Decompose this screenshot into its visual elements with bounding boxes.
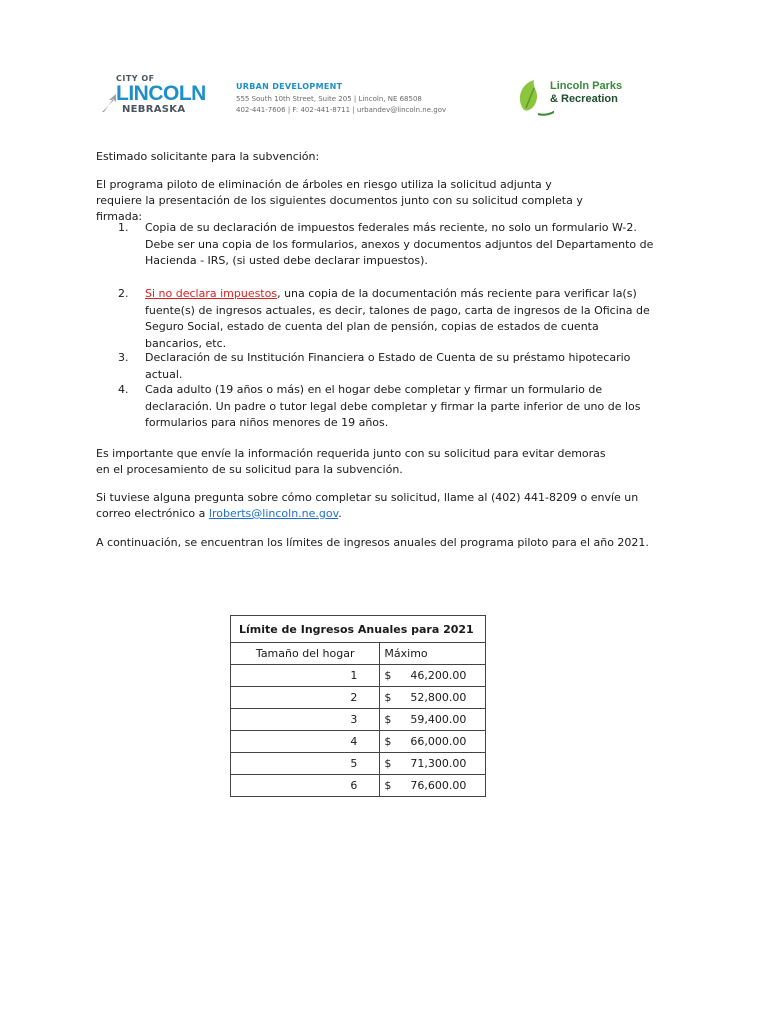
intro-paragraph: El programa piloto de eliminación de árboles en riesgo utiliza la solicitud adjunta y requiere la presentación de los siguientes documentos junto con su solicitud completa y firmada:	[96, 178, 583, 223]
income-amount: 52,800.00	[410, 691, 467, 704]
currency-symbol: $	[384, 735, 392, 748]
income-amount: 76,600.00	[410, 779, 467, 792]
lincoln-wordmark: LINCOLN	[116, 82, 206, 105]
list-text-rest: , una copia de la documentación más reciente para verificar la(s) fuente(s) de ingresos actuales, es decir, talones de pago, carta de ingresos de la Oficina de Seguro Social, estado de cuenta del plan de pensión, copias de estados de cuenta bancarios, etc.	[145, 287, 650, 350]
nebraska-wordmark: NEBRASKA	[122, 104, 186, 115]
table-body	[231, 665, 486, 797]
list-text	[145, 286, 655, 352]
maximum-income-cell	[380, 731, 486, 753]
list-number: 3.	[118, 351, 129, 364]
table-row	[231, 687, 486, 709]
table-title: Límite de Ingresos Anuales para 2021	[231, 616, 486, 643]
parks-wordmark	[550, 80, 622, 106]
maximum-income-cell	[380, 665, 486, 687]
currency-symbol: $	[384, 713, 392, 726]
no-tax-filing-link[interactable]: Si no declara impuestos	[145, 287, 278, 300]
maximum-income-cell	[380, 753, 486, 775]
department-contact: 402-441-7606 | F: 402-441-8711 | urbandev@lincoln.ne.gov	[236, 106, 447, 114]
table-row	[231, 775, 486, 797]
table-row	[231, 709, 486, 731]
maximum-income-cell	[380, 687, 486, 709]
limits-intro: A continuación, se encuentran los límites de ingresos anuales del programa piloto para el año 2021.	[96, 536, 649, 549]
maximum-income-cell	[380, 709, 486, 731]
list-text: Declaración de su Institución Financiera o Estado de Cuenta de su préstamo hipotecario actual.	[145, 351, 631, 381]
currency-symbol: $	[384, 669, 392, 682]
list-text: Cada adulto (19 años o más) en el hogar debe completar y firmar un formulario de declaración. Un padre o tutor legal debe completar y firmar la parte inferior de uno de los formularios para niños menores de 19 años.	[145, 383, 641, 429]
table-row	[231, 753, 486, 775]
city-of-label: CITY OF	[116, 74, 155, 83]
list-number: 2.	[118, 287, 129, 300]
department-title: URBAN DEVELOPMENT	[236, 82, 343, 91]
list-text: Copia de su declaración de impuestos federales más reciente, no solo un formulario W-2. Debe ser una copia de los formularios, anexos y documentos adjuntos del Departamento de Hacienda - IRS, (si usted debe declarar impuestos).	[145, 221, 654, 267]
currency-symbol: $	[384, 779, 392, 792]
parks-line2: & Recreation	[550, 93, 618, 105]
income-limits-table	[230, 615, 486, 797]
household-size-cell: 2	[231, 687, 380, 709]
income-amount: 71,300.00	[410, 757, 467, 770]
column-header-size: Tamaño del hogar	[231, 643, 380, 665]
email-link[interactable]: lroberts@lincoln.ne.gov	[208, 507, 339, 520]
household-size-cell: 3	[231, 709, 380, 731]
city-of-lincoln-logo	[96, 70, 226, 120]
questions-suffix: .	[338, 507, 342, 520]
maximum-income-cell	[380, 775, 486, 797]
list-number: 1.	[118, 221, 129, 234]
household-size-cell: 6	[231, 775, 380, 797]
table-title-row	[231, 616, 486, 643]
leaf-icon	[514, 74, 554, 120]
parks-recreation-logo	[514, 70, 644, 126]
important-paragraph: Es importante que envíe la información requerida junto con su solicitud para evitar demoras en el procesamiento de su solicitud para la subvención.	[96, 447, 606, 476]
currency-symbol: $	[384, 691, 392, 704]
table-row	[231, 665, 486, 687]
column-header-max: Máximo	[380, 643, 486, 665]
list-number: 4.	[118, 383, 129, 396]
household-size-cell: 1	[231, 665, 380, 687]
parks-line1: Lincoln Parks	[550, 80, 623, 92]
urban-development-block	[236, 82, 536, 116]
questions-paragraph	[96, 490, 656, 522]
department-address: 555 South 10th Street, Suite 205 | Lincoln, NE 68508	[236, 95, 422, 103]
income-amount: 46,200.00	[410, 669, 467, 682]
questions-prefix: Si tuviese alguna pregunta sobre cómo completar su solicitud, llame al (402) 441-8209 o envíe un correo electrónico a	[96, 491, 639, 520]
salutation: Estimado solicitante para la subvención:	[96, 150, 320, 163]
currency-symbol: $	[384, 757, 392, 770]
income-amount: 66,000.00	[410, 735, 467, 748]
letterhead	[96, 70, 656, 130]
income-amount: 59,400.00	[410, 713, 467, 726]
household-size-cell: 4	[231, 731, 380, 753]
table-header-row	[231, 643, 486, 665]
household-size-cell: 5	[231, 753, 380, 775]
table-row	[231, 731, 486, 753]
